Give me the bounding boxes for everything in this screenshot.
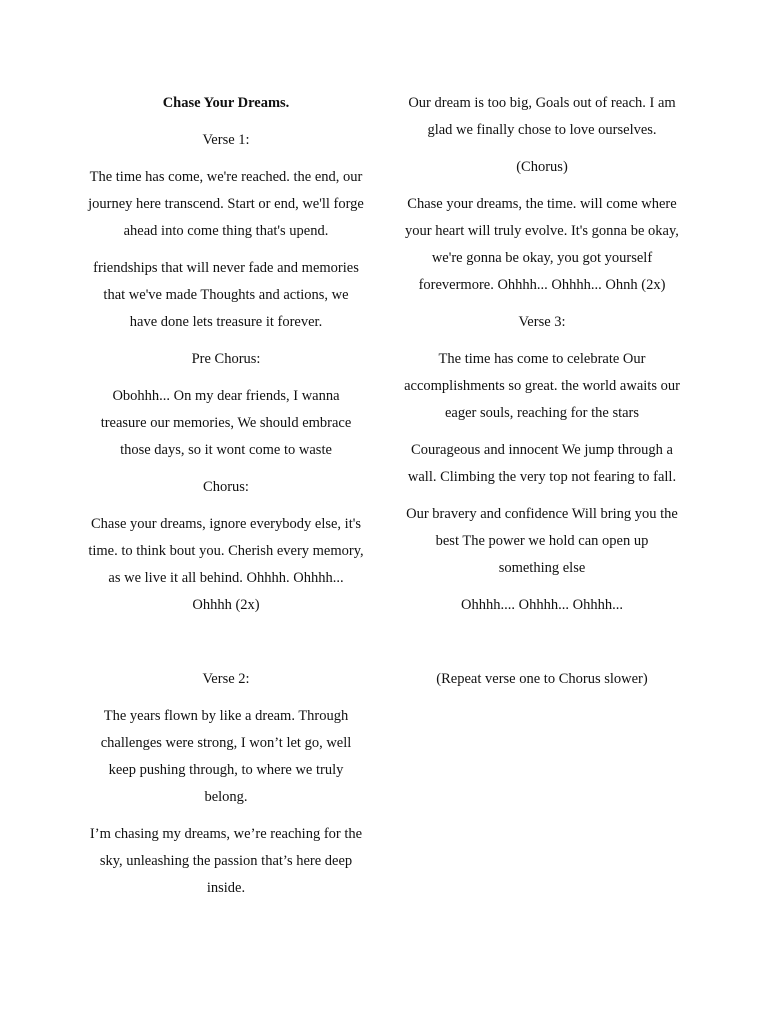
verse2-paragraph-2: I’m chasing my dreams, we’re reaching for the sky, unleashing the passion that’s here deep inside. (89, 826, 363, 896)
chorus-paragraph: Chase your dreams, ignore everybody else, it's time. to think bout you. Cherish every memory, as we live it all behind. Ohhhh. Ohhhh... Ohhhh (2x) (88, 516, 364, 613)
prechorus-heading: Pre Chorus: (191, 351, 261, 367)
chorus2-paragraph: Chase your dreams, the time. will come where your heart will truly evolve. It's gonna be okay, we're gonna be okay, you got yourself forevermore. Ohhhh... Ohhhh... Ohnh (2x) (405, 196, 679, 293)
verse3-paragraph-2: Courageous and innocent We jump through a wall. Climbing the very top not fearing to fall. (407, 442, 677, 485)
verse1-paragraph-1: The time has come, we're reached. the end, our journey here transcend. Start or end, we'll forge ahead into come thing that's upend. (88, 169, 364, 239)
left-column (88, 90, 364, 912)
verse3-paragraph-1: The time has come to celebrate Our accomplishments so great. the world awaits our eager souls, reaching for the stars (404, 351, 680, 421)
verse3-paragraph-3: Our bravery and confidence Will bring you the best The power we hold can open up something else (406, 506, 678, 576)
verse1-paragraph-2: friendships that will never fade and memories that we've made Thoughts and actions, we have done lets treasure it forever. (93, 260, 359, 330)
verse2-paragraph-1: The years flown by like a dream. Through challenges were strong, I won’t let go, well keep pushing through, to where we truly belong. (100, 708, 352, 805)
chorus-heading: Chorus: (203, 479, 249, 495)
outro-instruction: (Repeat verse one to Chorus slower) (436, 671, 648, 687)
prechorus-paragraph: Obohhh... On my dear friends, I wanna treasure our memories, We should embrace those days, so it wont come to waste (100, 388, 352, 458)
verse2-heading: Verse 2: (202, 671, 250, 687)
verse3-paragraph-4: Ohhhh.... Ohhhh... Ohhhh... (461, 597, 623, 613)
spacer (88, 629, 364, 666)
verse1-heading: Verse 1: (202, 132, 250, 148)
spacer (404, 629, 680, 666)
verse3-heading: Verse 3: (518, 314, 566, 330)
chorus2-heading: (Chorus) (516, 159, 568, 175)
song-title: Chase Your Dreams. (162, 95, 290, 111)
verse2-paragraph-3: Our dream is too big, Goals out of reach. I am glad we finally chose to love ourselves. (408, 95, 676, 138)
right-column (404, 90, 680, 703)
